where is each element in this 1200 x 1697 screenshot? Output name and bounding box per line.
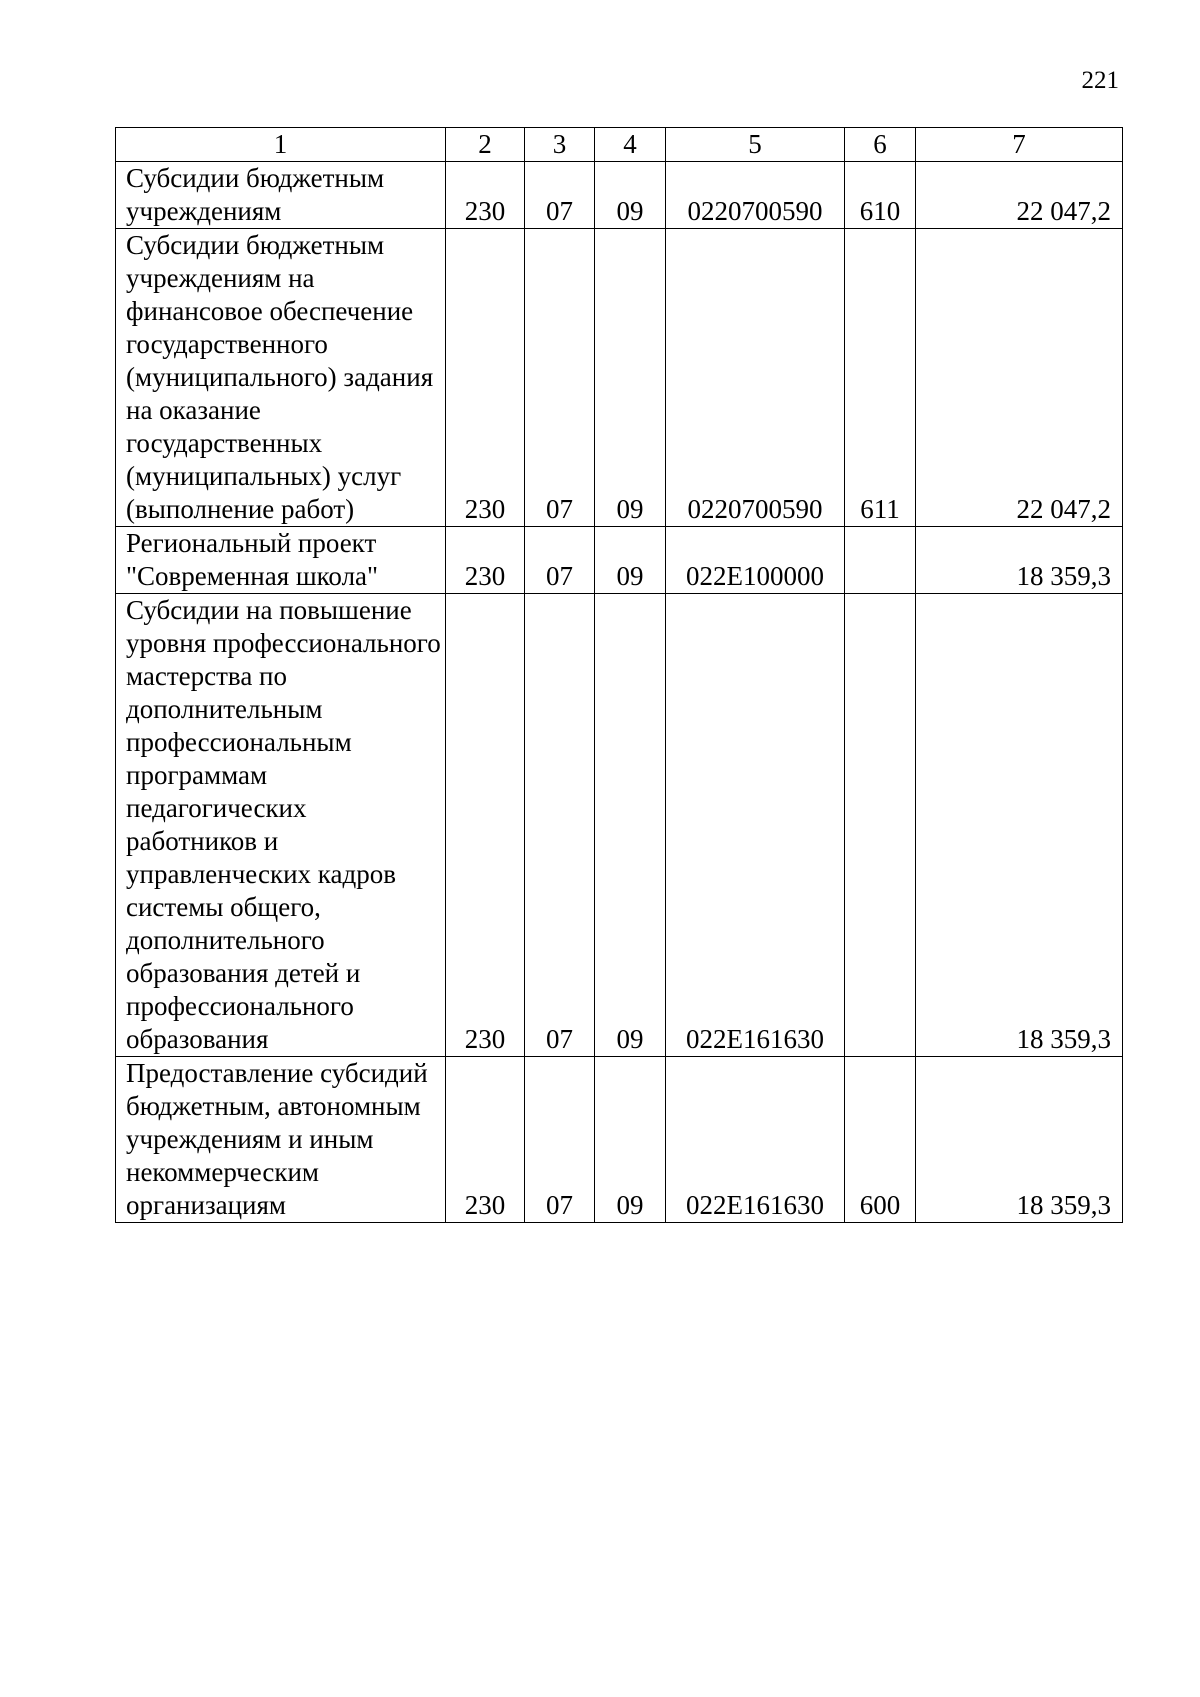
table-body [116,162,1123,1223]
table-row [116,594,1123,1057]
row-cell-col7: 18 359,3 [916,527,1123,594]
table-row [116,527,1123,594]
row-cell-col2: 230 [446,1057,525,1223]
column-header: 3 [525,128,595,162]
row-cell-col5: 0220700590 [666,162,845,229]
row-cell-col2: 230 [446,229,525,527]
row-cell-col4: 09 [595,229,666,527]
row-cell-col6: 610 [845,162,916,229]
row-cell-col4: 09 [595,594,666,1057]
column-header: 6 [845,128,916,162]
table-row [116,229,1123,527]
budget-table [115,127,1123,1223]
row-cell-col3: 07 [525,1057,595,1223]
row-cell-col2: 230 [446,594,525,1057]
row-cell-col5: 022E161630 [666,594,845,1057]
row-cell-col6 [845,594,916,1057]
row-cell-col4: 09 [595,527,666,594]
row-cell-col4: 09 [595,162,666,229]
row-cell-col3: 07 [525,527,595,594]
column-header: 7 [916,128,1123,162]
table-row [116,162,1123,229]
row-cell-col3: 07 [525,229,595,527]
row-cell-col4: 09 [595,1057,666,1223]
row-cell-col7: 22 047,2 [916,162,1123,229]
header-row [116,128,1123,162]
row-cell-col2: 230 [446,527,525,594]
row-cell-col6: 611 [845,229,916,527]
row-cell-col7: 18 359,3 [916,1057,1123,1223]
column-header: 5 [666,128,845,162]
row-name-cell: Субсидии бюджетным учреждениям [116,162,446,229]
column-header: 1 [116,128,446,162]
row-cell-col2: 230 [446,162,525,229]
row-cell-col5: 022E161630 [666,1057,845,1223]
table-header [116,128,1123,162]
row-cell-col7: 18 359,3 [916,594,1123,1057]
table-row [116,1057,1123,1223]
row-cell-col3: 07 [525,162,595,229]
column-header: 2 [446,128,525,162]
row-cell-col3: 07 [525,594,595,1057]
row-name-cell: Предоставление субсидий бюджетным, автономным учреждениям и иным некоммерческим организациям [116,1057,446,1223]
row-cell-col6 [845,527,916,594]
row-name-cell: Субсидии бюджетным учреждениям на финансовое обеспечение государственного (муниципального) задания на оказание государственных (муниципальных) услуг (выполнение работ) [116,229,446,527]
row-name-cell: Региональный проект "Современная школа" [116,527,446,594]
row-cell-col5: 022E100000 [666,527,845,594]
row-name-cell: Субсидии на повышение уровня профессионального мастерства по дополнительным профессиональным программам педагогических работников и управленческих кадров системы общего, дополнительного образования детей и профессионального образования [116,594,446,1057]
column-header: 4 [595,128,666,162]
row-cell-col5: 0220700590 [666,229,845,527]
page-number: 221 [1081,67,1119,94]
row-cell-col6: 600 [845,1057,916,1223]
row-cell-col7: 22 047,2 [916,229,1123,527]
